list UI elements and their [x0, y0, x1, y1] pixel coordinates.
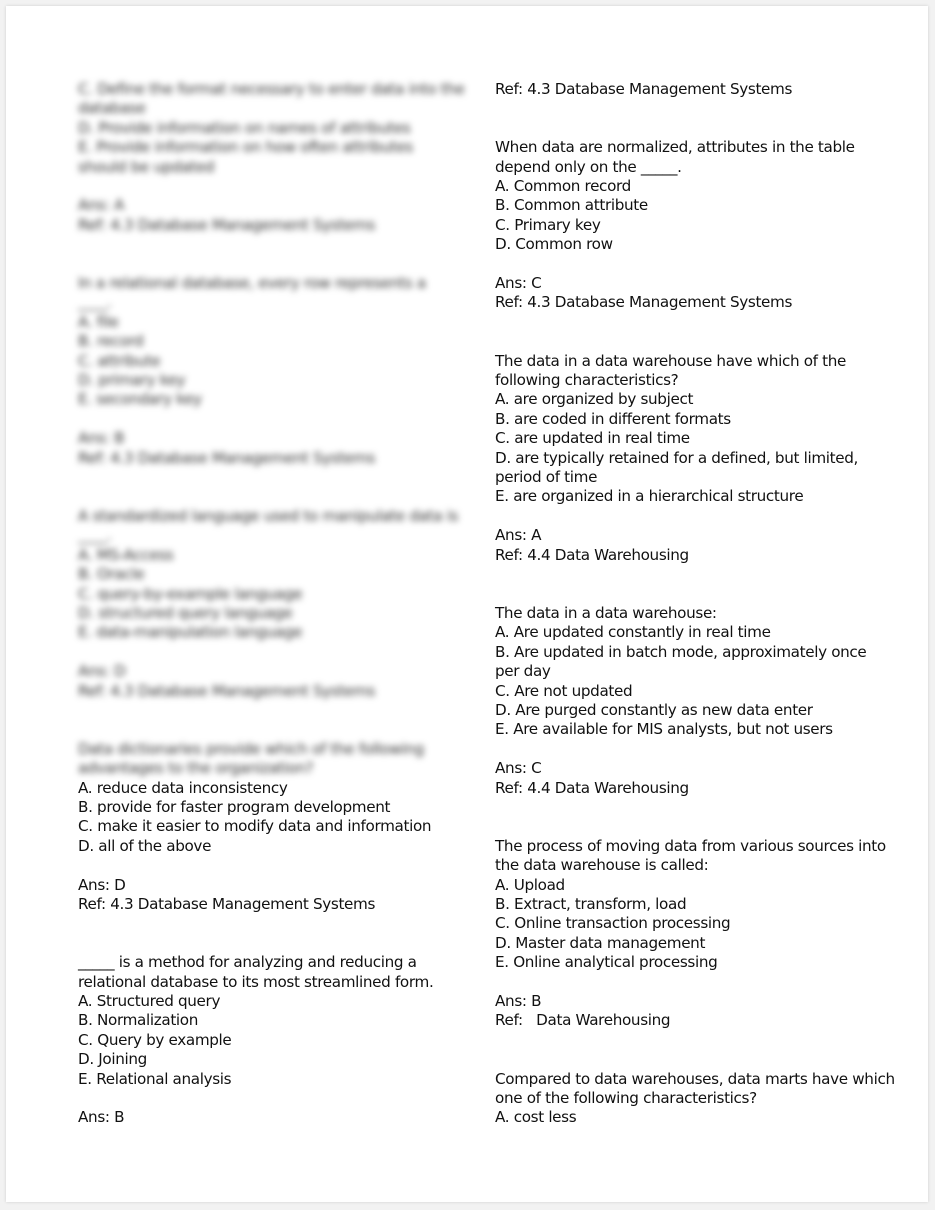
left-column	[78, 80, 465, 1128]
right-column	[495, 80, 895, 1128]
option: E. Relational analysis	[78, 1069, 232, 1088]
document-page	[6, 6, 928, 1202]
question-text: the data warehouse is called:	[495, 856, 709, 875]
answer: Ans: C	[495, 274, 542, 293]
reference: Ref: 4.3 Database Management Systems	[78, 894, 376, 913]
blurred-line: database	[78, 99, 146, 118]
blurred-option: E. secondary key	[78, 390, 202, 409]
blurred-question-text: Data dictionaries provide which of the following	[78, 739, 424, 758]
question-etl-process	[495, 836, 886, 1031]
blurred-option: C. attribute	[78, 351, 161, 370]
blurred-question-text: advantages to the organization?	[78, 759, 314, 778]
blurred-answer: Ans: B	[78, 429, 125, 448]
question-data-dictionaries	[78, 779, 448, 915]
option: B. are coded in different formats	[495, 409, 731, 428]
reference: Ref: 4.4 Data Warehousing	[495, 778, 689, 797]
option: A. Upload	[495, 875, 565, 894]
blurred-reference: Ref: 4.3 Database Management Systems	[78, 215, 376, 234]
question-text: _____ is a method for analyzing and reducing a	[78, 953, 417, 972]
option: D. Common row	[495, 235, 613, 254]
option: B. Extract, transform, load	[495, 894, 687, 913]
blurred-answer: Ans: A	[78, 196, 125, 215]
blurred-option: B. Oracle	[78, 565, 145, 584]
blurred-answer: Ans: D	[78, 662, 126, 681]
blurred-option: D. structured query language	[78, 603, 293, 622]
option: A. Structured query	[78, 991, 221, 1010]
blurred-line: E. Provide information on how often attributes	[78, 138, 413, 157]
option: C. Query by example	[78, 1030, 232, 1049]
option: D. Are purged constantly as new data enter	[495, 700, 813, 719]
option: A. reduce data inconsistency	[78, 778, 288, 797]
option: C. are updated in real time	[495, 429, 690, 448]
blurred-line: C. Define the format necessary to enter data into the	[78, 80, 465, 98]
answer: Ans: B	[78, 1108, 125, 1127]
blurred-question-text: ____.	[78, 293, 112, 312]
question-text: depend only on the _____.	[495, 157, 682, 176]
option: B. Common attribute	[495, 196, 648, 215]
option: E. Are available for MIS analysts, but not users	[495, 720, 833, 739]
option: D. Joining	[78, 1050, 147, 1069]
answer: Ans: C	[495, 759, 542, 778]
reference: Ref: Data Warehousing	[495, 1011, 671, 1030]
answer: Ans: B	[495, 991, 542, 1010]
option: D. are typically retained for a defined, but limited,	[495, 448, 859, 467]
blurred-line: should be updated	[78, 157, 215, 176]
blurred-option: A. MS-Access	[78, 545, 174, 564]
question-text: following characteristics?	[495, 371, 679, 390]
question-data-marts	[495, 1069, 895, 1128]
reference: Ref: 4.3 Database Management Systems	[495, 80, 793, 98]
option: A. are organized by subject	[495, 390, 694, 409]
question-normalized-attributes	[495, 138, 880, 313]
question-text: one of the following characteristics?	[495, 1088, 757, 1107]
blurred-question-text: ____.	[78, 526, 112, 545]
option: E. are organized in a hierarchical structure	[495, 487, 804, 506]
option: C. Are not updated	[495, 681, 633, 700]
option: A. Common record	[495, 177, 631, 196]
blurred-question-text: A standardized language used to manipulate data is	[78, 506, 459, 525]
option: period of time	[495, 468, 598, 487]
question-text: The process of moving data from various sources into	[495, 836, 886, 855]
blurred-option: B. record	[78, 332, 144, 351]
blurred-option: D. primary key	[78, 371, 186, 390]
option: C. make it easier to modify data and information	[78, 817, 432, 836]
blurred-question-block-1	[78, 80, 465, 779]
question-normalization	[78, 953, 448, 1128]
reference: Ref: 4.3 Database Management Systems	[495, 293, 793, 312]
option: B. Are updated in batch mode, approximately once	[495, 642, 867, 661]
reference: Ref: 4.4 Data Warehousing	[495, 545, 689, 564]
question-text: The data in a data warehouse:	[495, 603, 717, 622]
option: D. Master data management	[495, 933, 706, 952]
blurred-option: A. file	[78, 312, 119, 331]
question-text: Compared to data warehouses, data marts have which	[495, 1069, 895, 1088]
answer: Ans: D	[78, 875, 126, 894]
option: D. all of the above	[78, 836, 212, 855]
option: B. Normalization	[78, 1011, 199, 1030]
option: A. Are updated constantly in real time	[495, 623, 771, 642]
question-text: The data in a data warehouse have which of the	[495, 351, 847, 370]
question-text: When data are normalized, attributes in the table	[495, 138, 855, 157]
blurred-question-text: In a relational database, every row represents a	[78, 274, 426, 293]
option: C. Primary key	[495, 215, 601, 234]
blurred-option: C. query-by-example language	[78, 584, 303, 603]
question-warehouse-data	[495, 604, 880, 798]
option: B. provide for faster program development	[78, 797, 391, 816]
blurred-line: D. Provide information on names of attributes	[78, 118, 411, 137]
answer: Ans: A	[495, 526, 542, 545]
option: E. Online analytical processing	[495, 953, 718, 972]
option: per day	[495, 662, 551, 681]
option: C. Online transaction processing	[495, 914, 731, 933]
blurred-reference: Ref: 4.3 Database Management Systems	[78, 681, 376, 700]
option: A. cost less	[495, 1108, 577, 1127]
question-text: relational database to its most streamlined form.	[78, 972, 434, 991]
blurred-option: E. data-manipulation language	[78, 623, 303, 642]
question-warehouse-characteristics	[495, 352, 880, 565]
blurred-reference: Ref: 4.3 Database Management Systems	[78, 448, 376, 467]
